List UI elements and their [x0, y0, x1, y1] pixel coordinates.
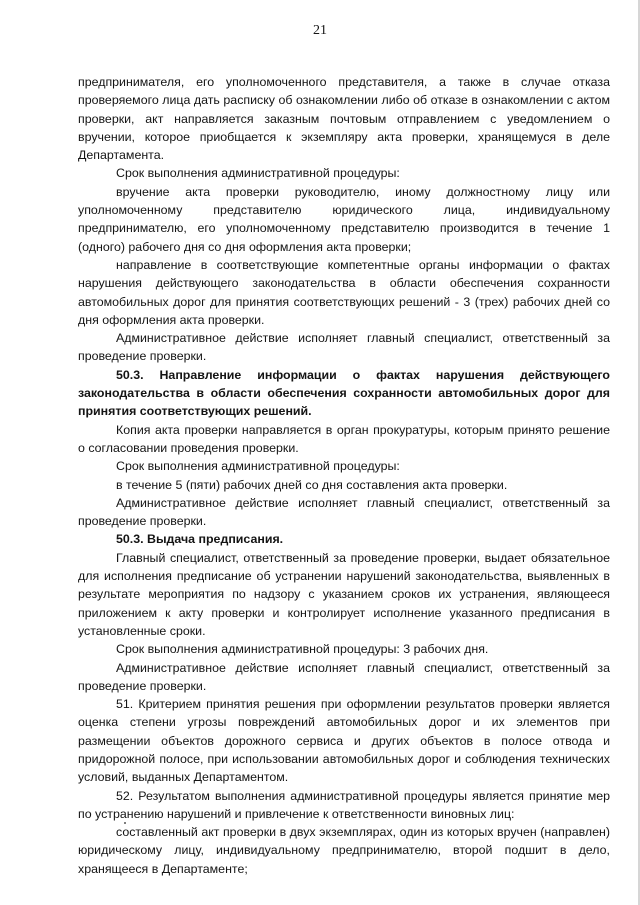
paragraph: Срок выполнения административной процедуры: 3 рабочих дня.	[116, 642, 489, 657]
paragraph: вручение акта проверки руководителю, иному должностному лицу или уполномоченному представителю юридического лица, индивидуальному предпринимателю, его уполномоченному представителю производится в течение 1 (одного) рабочего дня со дня оформления акта проверки;	[78, 184, 610, 254]
paragraph: направление в соответствующие компетентные органы информации о фактах нарушения действующего законодательства в области обеспечения сохранности автомобильных дорог для принятия соответствующих решений - 3 (трех) рабочих дней со дня оформления акта проверки.	[78, 257, 610, 327]
paragraph: составленный акт проверки в двух экземплярах, один из которых вручен (направлен) юридическому лицу, индивидуальному предпринимателю, второй подшит в дело, хранящееся в Департаменте;	[78, 825, 610, 876]
paragraph: Копия акта проверки направляется в орган прокуратуры, которым принято решение о согласовании проведения проверки.	[78, 422, 610, 455]
paragraph: 52. Результатом выполнения административной процедуры является принятие мер по устранению нарушений и привлечение к ответственности виновных лиц:	[78, 788, 610, 821]
document-body	[78, 73, 610, 878]
paragraph: 51. Критерием принятия решения при оформлении результатов проверки является оценка степени угрозы повреждений автомобильных дорог и их элементов при размещении объектов дорожного сервиса и других объектов в полосе отвода и придорожной полосе, при использовании автомобильных дорог и соблюдения технических условий, выданных Департаментом.	[78, 697, 610, 785]
page-number: 21	[313, 23, 327, 38]
paragraph: в течение 5 (пяти) рабочих дней со дня составления акта проверки.	[116, 477, 508, 492]
paragraph: предпринимателя, его уполномоченного представителя, а также в случае отказа проверяемого лица дать расписку об ознакомлении либо об отказе в ознакомлении с актом проверки, акт направляется заказным почтовым отправлением с уведомлением о вручении, которое приобщается к экземпляру акта проверки, хранящемуся в деле Департамента.	[78, 75, 610, 163]
paragraph: Срок выполнения административной процедуры:	[116, 459, 400, 474]
section-heading: 50.3. Выдача предписания.	[116, 532, 284, 547]
paragraph: Административное действие исполняет главный специалист, ответственный за проведение проверки.	[78, 660, 610, 693]
paragraph: Срок выполнения административной процедуры:	[116, 166, 400, 181]
paragraph: Административное действие исполняет главный специалист, ответственный за проведение проверки.	[78, 331, 610, 364]
paragraph: Административное действие исполняет главный специалист, ответственный за проведение проверки.	[78, 495, 610, 529]
section-heading: 50.3. Направление информации о фактах нарушения действующего законодательства в области обеспечения сохранности автомобильных дорог для принятия соответствующих решений.	[78, 367, 610, 419]
paragraph: Главный специалист, ответственный за проведение проверки, выдает обязательное для исполнения предписание об устранении нарушений законодательства, выявленных в результате мероприятия по надзору с указанием сроков их устранения, являющееся приложением к акту проверки и контролирует исполнение указанного предписания в установленные сроки.	[78, 550, 610, 638]
scan-speck	[124, 822, 126, 824]
